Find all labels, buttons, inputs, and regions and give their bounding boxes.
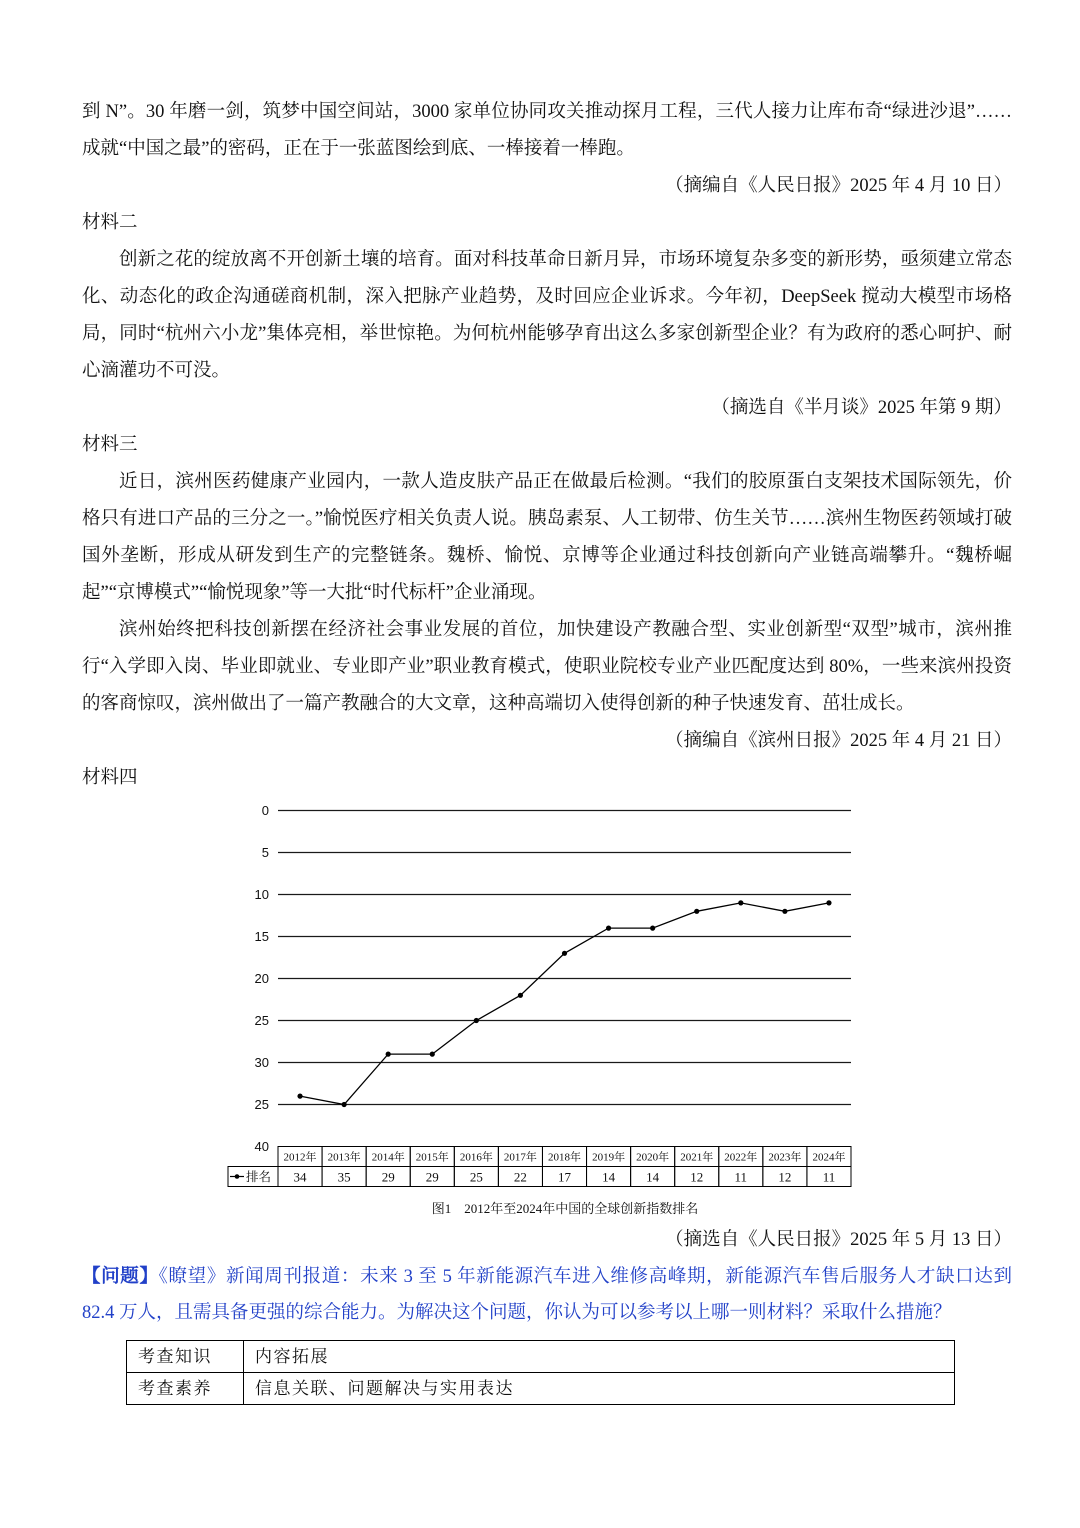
material-three-paragraph-2: 滨州始终把科技创新摆在经济社会事业发展的首位，加快建设产教融合型、实业创新型“双型”城市，滨州推行“入学即入岗、毕业即就业、专业即产业”职业教育模式，使职业院校专业产业匹配度达到 80%，一些来滨州投资的客商惊叹，滨州做出了一篇产教融合的大文章，这种高端切入使得创新的种子快速发育、茁壮成长。	[82, 619, 1012, 714]
data-point	[518, 992, 523, 997]
table-value-label: 14	[602, 1169, 616, 1184]
data-point	[562, 950, 567, 955]
y-tick-label: 5	[261, 844, 269, 860]
table-row	[127, 1341, 955, 1373]
material-four	[82, 760, 1012, 1259]
material-one	[82, 94, 1012, 205]
y-tick-label: 25	[254, 1096, 269, 1112]
table-year-label: 2022年	[724, 1151, 758, 1163]
y-tick-label: 0	[261, 802, 269, 818]
y-tick-label: 20	[254, 970, 269, 986]
data-point	[650, 925, 655, 930]
table-value-label: 29	[381, 1169, 395, 1184]
material-three-paragraph-1: 近日，滨州医药健康产业园内，一款人造皮肤产品正在做最后检测。“我们的胶原蛋白支架技术国际领先，价格只有进口产品的三分之一。”愉悦医疗相关负责人说。胰岛素泵、人工韧带、仿生关节……滨州生物医药领域打破国外垄断，形成从研发到生产的完整链条。魏桥、愉悦、京博等企业通过科技创新向产业链高端攀升。“魏桥崛起”“京博模式”“愉悦现象”等一大批“时代标杆”企业涌现。	[82, 471, 1012, 603]
table-year-label: 2016年	[459, 1151, 493, 1163]
data-point	[782, 908, 787, 913]
legend-dot-marker	[235, 1174, 240, 1179]
table-value-label: 11	[822, 1169, 836, 1184]
data-point	[342, 1101, 347, 1106]
table-value-label: 12	[690, 1169, 704, 1184]
innovation-rank-chart	[82, 797, 1012, 1222]
table-year-label: 2017年	[503, 1151, 537, 1163]
table-value-label: 34	[293, 1169, 307, 1184]
table-year-label: 2018年	[548, 1151, 581, 1163]
data-points	[297, 900, 831, 1107]
chart-data-table	[228, 1146, 851, 1186]
data-point	[474, 1017, 479, 1022]
gridlines	[278, 810, 851, 1104]
material-two-heading: 材料二	[82, 212, 138, 233]
material-one-source: （摘编自《人民日报》2025 年 4 月 10 日）	[665, 175, 1012, 196]
chart-svg	[82, 797, 1012, 1222]
data-point	[430, 1051, 435, 1056]
table-value-label: 25	[469, 1169, 483, 1184]
material-four-heading: 材料四	[82, 767, 138, 788]
series-line	[300, 902, 829, 1104]
page-content	[82, 94, 1012, 1406]
table-value-label: 14	[646, 1169, 660, 1184]
y-tick-label: 25	[254, 1012, 269, 1028]
material-one-paragraph: 到 N”。30 年磨一剑，筑梦中国空间站，3000 家单位协同攻关推动探月工程，三代人接力让库布奇“绿进沙退”……成就“中国之最”的密码，正在于一张蓝图绘到底、一棒接着一棒跑。	[82, 101, 1012, 159]
figure-caption: 图1 2012年至2024年中国的全球创新指数排名	[431, 1200, 699, 1216]
table-year-label: 2012年	[283, 1151, 317, 1163]
material-three	[82, 427, 1012, 760]
material-two	[82, 205, 1012, 427]
material-two-paragraph: 创新之花的绽放离不开创新土壤的培育。面对科技革命日新月异，市场环境复杂多变的新形势，亟须建立常态化、动态化的政企沟通磋商机制，深入把脉产业趋势，及时回应企业诉求。今年初，DeepSeek 搅动大模型市场格局，同时“杭州六小龙”集体亮相，举世惊艳。为何杭州能够孕育出这么多家创新型企业？有为政府的悉心呵护、耐心滴灌功不可没。	[82, 249, 1012, 381]
table-value-label: 12	[778, 1169, 792, 1184]
y-tick-label: 10	[254, 886, 269, 902]
legend-label: 排名	[246, 1169, 272, 1184]
material-two-source: （摘选自《半月谈》2025 年第 9 期）	[711, 397, 1012, 418]
table-year-label: 2020年	[636, 1151, 670, 1163]
table-value-label: 11	[734, 1169, 748, 1184]
material-three-heading: 材料三	[82, 434, 138, 455]
table-value-label: 22	[513, 1169, 527, 1184]
data-point	[738, 900, 743, 905]
table-value-label: 35	[337, 1169, 351, 1184]
data-point	[694, 908, 699, 913]
question	[82, 1259, 1012, 1331]
table-year-label: 2024年	[812, 1151, 846, 1163]
table-row	[127, 1373, 955, 1405]
data-point	[386, 1051, 391, 1056]
y-tick-label: 40	[254, 1138, 269, 1154]
table-year-label: 2019年	[592, 1151, 626, 1163]
material-four-source: （摘选自《人民日报》2025 年 5 月 13 日）	[665, 1229, 1012, 1250]
y-axis-tick-labels	[255, 803, 269, 1154]
data-point	[606, 925, 611, 930]
data-point	[297, 1093, 302, 1098]
y-tick-label: 30	[254, 1054, 269, 1070]
table-year-label: 2013年	[327, 1151, 361, 1163]
y-tick-label: 15	[254, 928, 269, 944]
assessment-value: 内容拓展	[244, 1341, 955, 1373]
table-value-label: 17	[558, 1169, 571, 1184]
question-tag: 【问题】	[82, 1266, 159, 1287]
data-point	[826, 900, 831, 905]
table-value-label: 29	[425, 1169, 439, 1184]
table-year-label: 2014年	[371, 1151, 405, 1163]
assessment-label: 考查素养	[127, 1373, 244, 1405]
table-year-label: 2015年	[415, 1151, 449, 1163]
table-year-label: 2023年	[768, 1151, 802, 1163]
assessment-value: 信息关联、问题解决与实用表达	[244, 1373, 955, 1405]
assessment-table	[126, 1340, 955, 1405]
table-year-label: 2021年	[680, 1151, 714, 1163]
question-text: 《瞭望》新闻周刊报道：未来 3 至 5 年新能源汽车进入维修高峰期，新能源汽车售后服务人才缺口达到 82.4 万人，且需具备更强的综合能力。为解决这个问题，你认为可以参考以上哪一则材料？采取什么措施？	[82, 1266, 1012, 1323]
material-three-source: （摘编自《滨州日报》2025 年 4 月 21 日）	[665, 730, 1012, 751]
assessment-label: 考查知识	[127, 1341, 244, 1373]
